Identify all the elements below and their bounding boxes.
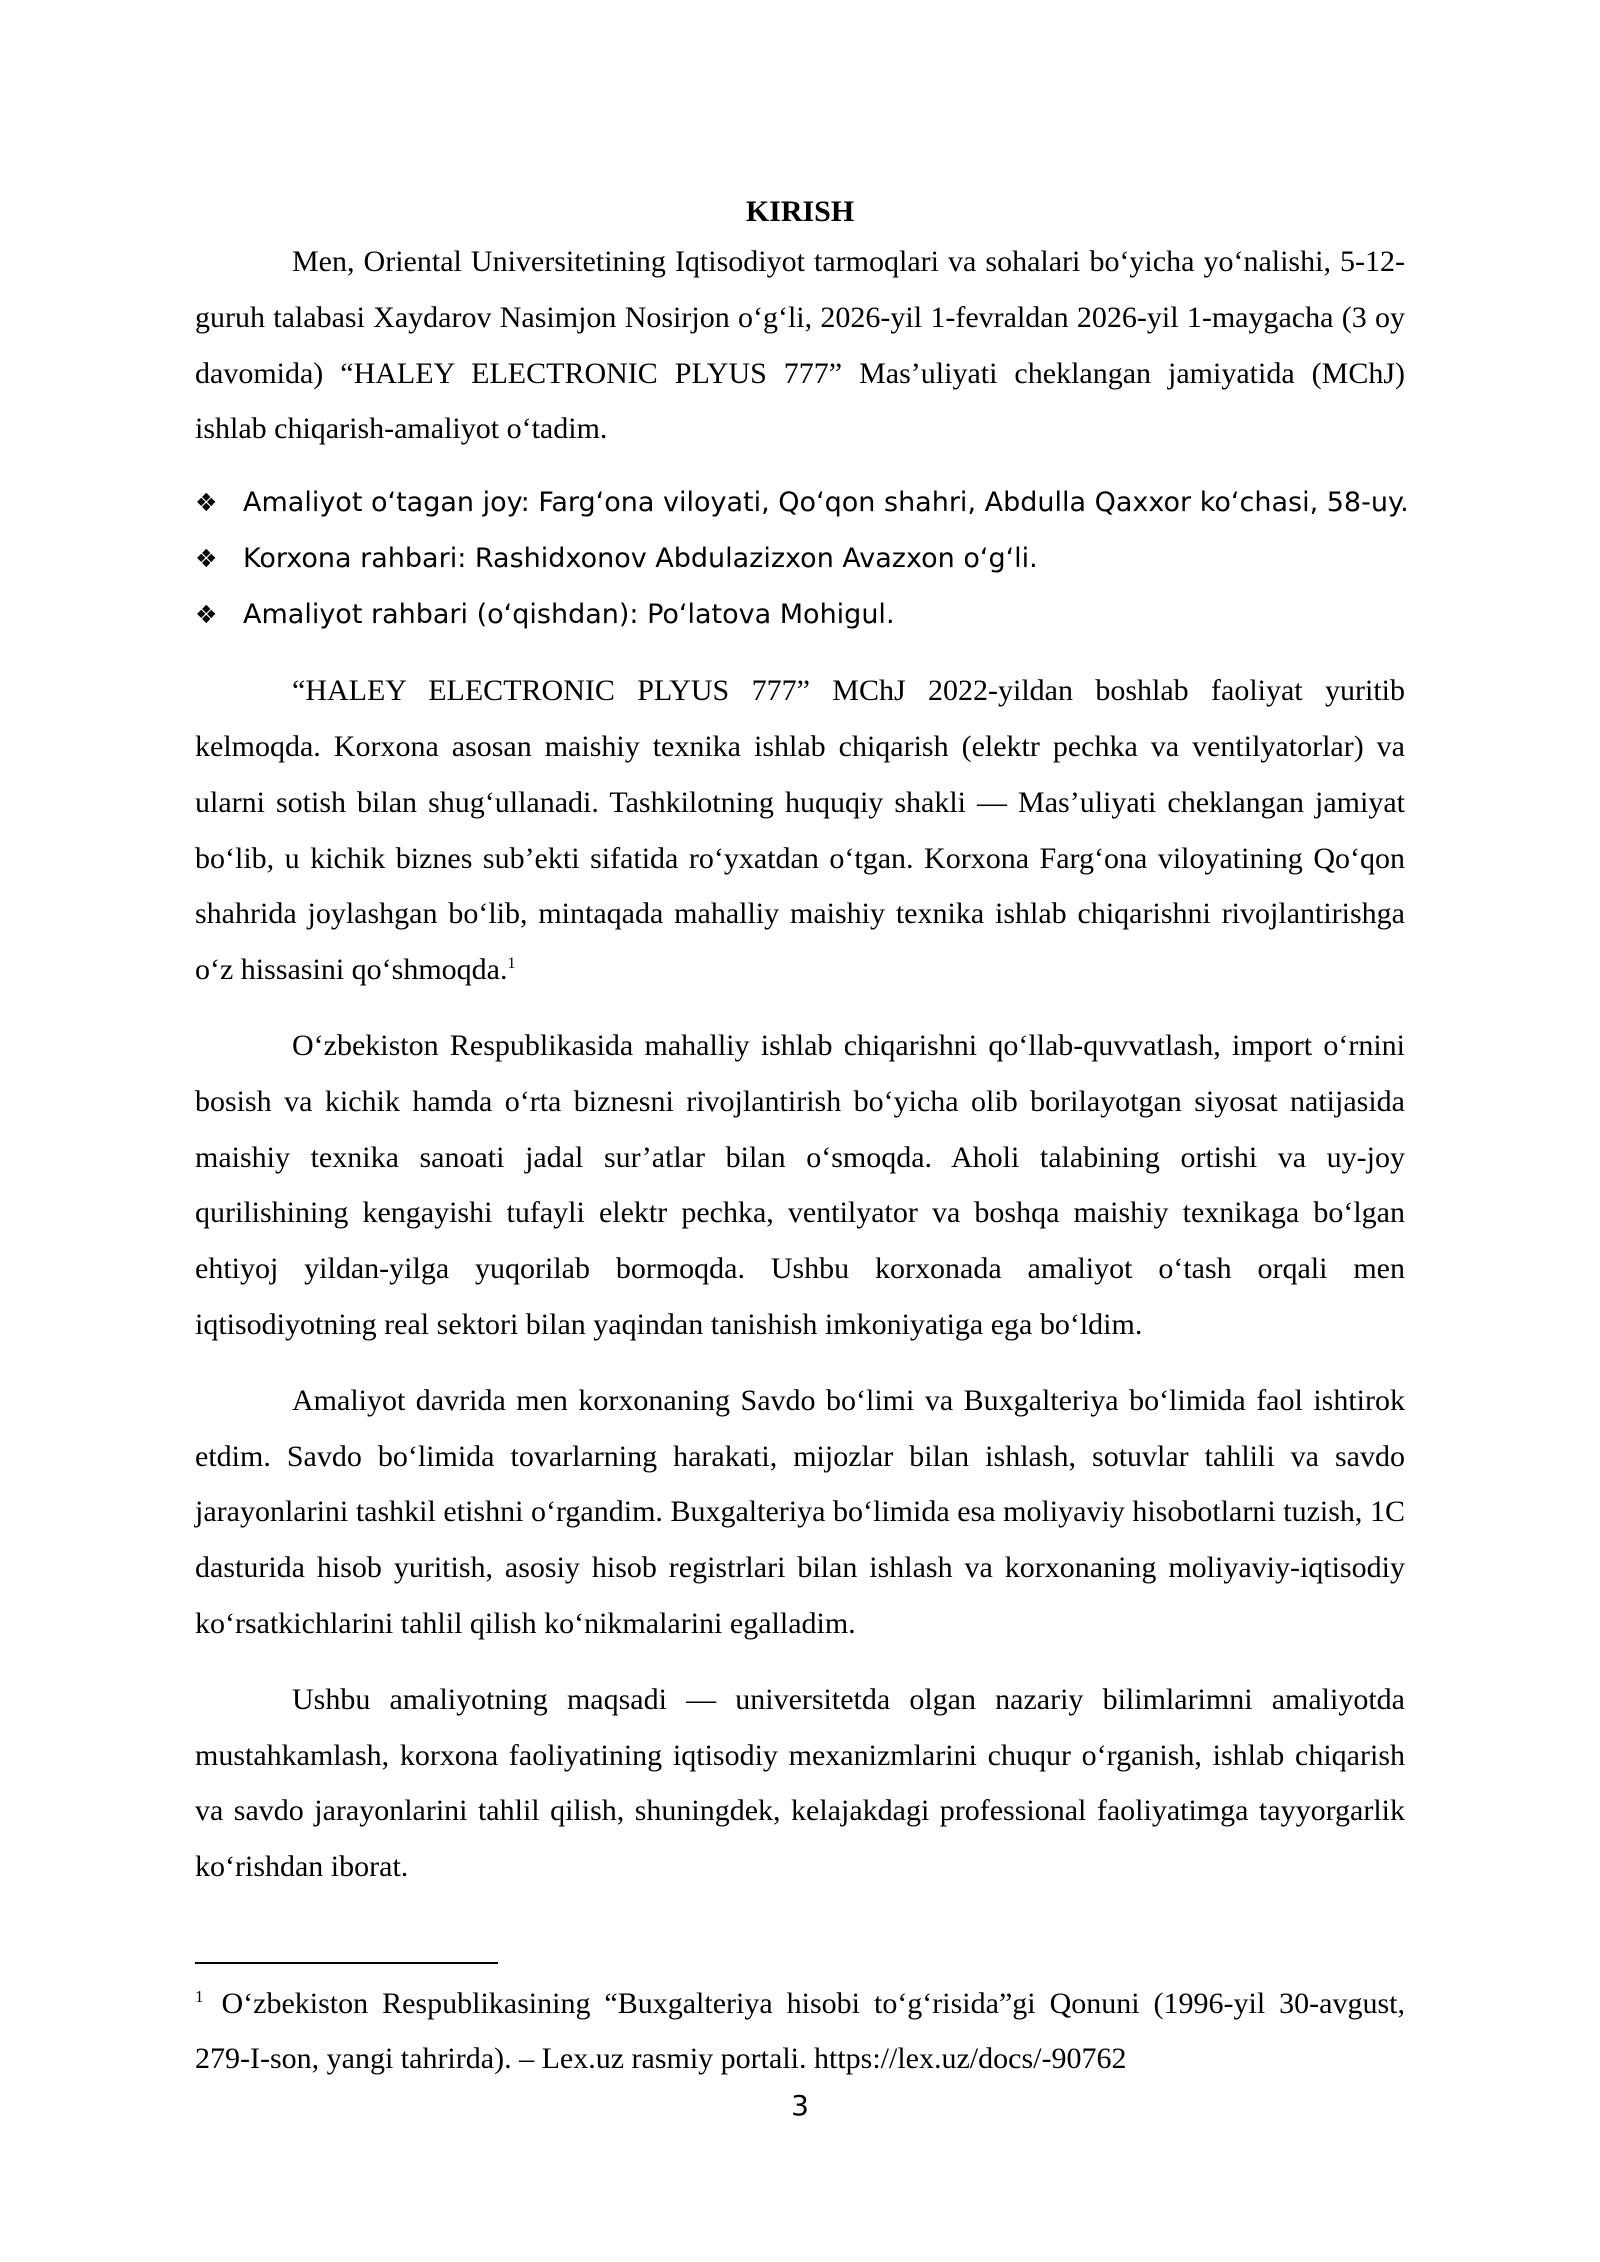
internship-details-list [195, 475, 1409, 643]
page-body [195, 190, 1409, 1895]
footnote [195, 1976, 1405, 2086]
intro-paragraph: Men, Oriental Universitetining Iqtisodiyot tarmoqlari va sohalari bo‘yicha yo‘nalishi, 5-12-guruh talabasi Xaydarov Nasimjon Nosirjon o‘g‘li, 2026-yil 1-fevraldan 2026-yil 1-maygacha (3 oy davomida) “HALEY ELECTRONIC PLYUS 777” Mas’uliyati cheklangan jamiyatida (MChJ) ishlab chiqarish-amaliyot o‘tadim. [195, 245, 1405, 446]
list-item-internship-supervisor [195, 587, 1405, 643]
paragraph-text: “HALEY ELECTRONIC PLYUS 777” MChJ 2022-yildan boshlab faoliyat yuritib kelmoqda. Korxona asosan maishiy texnika ishlab chiqarish (elektr pechka va ventilyatorlar) va ularni sotish bilan shug‘ullanadi. Tashkilotning huquqiy shakli — Mas’uliyati cheklangan jamiyat bo‘lib, u kichik biznes sub’ekti sifatida ro‘yxatdan o‘tgan. Korxona Farg‘ona viloyatining Qo‘qon shahrida joylashgan bo‘lib, mintaqada mahalliy maishiy texnika ishlab chiqarishni rivojlantirishga o‘z hissasini qo‘shmoqda. [195, 674, 1405, 987]
list-item-text: Amaliyot rahbari (o‘qishdan): Po‘latova Mohigul. [243, 599, 895, 631]
footnote-mark: 1 [195, 1987, 204, 2006]
list-item-text: Amaliyot o‘tagan joy: Farg‘ona viloyati, Qo‘qon shahri, Abdulla Qaxxor ko‘chasi, 58-uy. [243, 487, 1409, 519]
list-item-text: Korxona rahbari: Rashidxonov Abdulazizxon Avazxon o‘g‘li. [243, 543, 1038, 575]
footnote-separator [195, 1962, 498, 1964]
page-number: 3 [791, 2089, 809, 2122]
diamond-bullet-icon: ❖ [195, 600, 218, 630]
company-overview-paragraph [195, 663, 1405, 998]
footnote-text: O‘zbekiston Respublikasining “Buxgalteriya hisobi to‘g‘risida”gi Qonuni (1996-yil 30-avgust, 279-I-son, yangi tahrirda). – Lex.uz rasmiy portali. https://lex.uz/docs/-90762 [195, 1987, 1405, 2075]
footnote-reference[interactable]: 1 [507, 955, 516, 973]
internship-activities-paragraph: Amaliyot davrida men korxonaning Savdo bo‘limi va Buxgalteriya bo‘limida faol ishtirok etdim. Savdo bo‘limida tovarlarning harakati, mijozlar bilan ishlash, sotuvlar tahlili va savdo jarayonlarini tashkil etishni o‘rgandim. Buxgalteriya bo‘limida esa moliyaviy hisobotlarni tuzish, 1C dasturida hisob yuritish, asosiy hisob registrlari bilan ishlash va korxonaning moliyaviy-iqtisodiy ko‘rsatkichlarini tahlil qilish ko‘nikmalarini egalladim. [195, 1383, 1405, 1640]
industry-context-paragraph: O‘zbekiston Respublikasida mahalliy ishlab chiqarishni qo‘llab-quvvatlash, import o‘rnini bosish va kichik hamda o‘rta biznesni rivojlantirish bo‘yicha olib borilayotgan siyosat natijasida maishiy texnika sanoati jadal sur’atlar bilan o‘smoqda. Aholi talabining ortishi va uy-joy qurilishining kengayishi tufayli elektr pechka, ventilyator va boshqa maishiy texnikaga bo‘lgan ehtiyoj yildan-yilga yuqorilab bormoqda. Ushbu korxonada amaliyot o‘tash orqali men iqtisodiyotning real sektori bilan yaqindan tanishish imkoniyatiga ega bo‘ldim. [195, 1028, 1405, 1341]
list-item-internship-location [195, 475, 1409, 531]
diamond-bullet-icon: ❖ [195, 488, 218, 518]
internship-goal-paragraph: Ushbu amaliyotning maqsadi — universitetda olgan nazariy bilimlarimni amaliyotda mustahkamlash, korxona faoliyatining iqtisodiy mexanizmlarini chuqur o‘rganish, ishlab chiqarish va savdo jarayonlarini tahlil qilish, shuningdek, kelajakdagi professional faoliyatimga tayyorgarlik ko‘rishdan iborat. [195, 1682, 1405, 1884]
section-heading: KIRISH [745, 195, 855, 228]
diamond-bullet-icon: ❖ [195, 544, 218, 574]
list-item-company-head [195, 531, 1405, 587]
